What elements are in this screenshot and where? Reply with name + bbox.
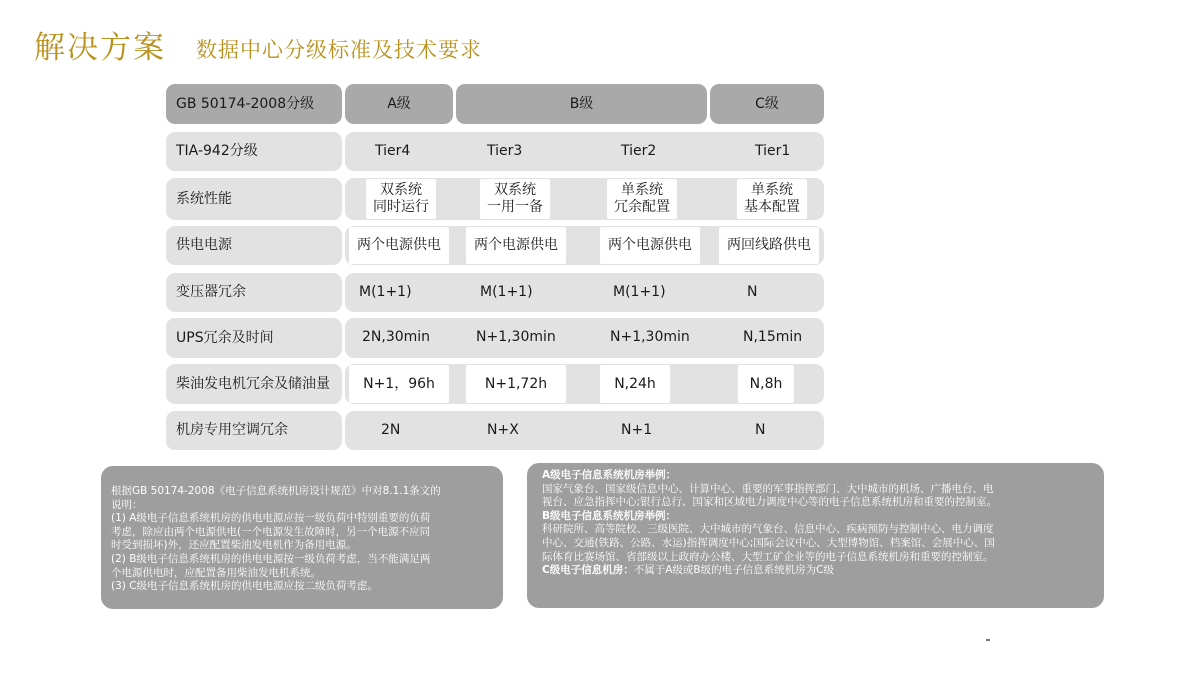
table-cell: N+1 — [621, 422, 653, 438]
note-heading: C级电子信息机房： — [542, 564, 634, 577]
table-cell: N — [747, 284, 758, 300]
table-cell: Tier1 — [755, 143, 791, 159]
note-line: 时受到损坏)外，还应配置柴油发电机作为备用电源。 — [111, 539, 357, 552]
note-line: 视台、应急指挥中心;银行总行、国家和区域电力调度中心等的电子信息系统机房和重要的控制室。 — [542, 496, 998, 509]
table-cell-box — [349, 227, 449, 264]
page-title: 解决方案 — [34, 30, 166, 66]
table-cell-line: 冗余配置 — [614, 199, 670, 215]
table-cell: N+1，96h — [363, 375, 435, 392]
table-cell: 2N,30min — [362, 329, 431, 345]
table-cell-line: 同时运行 — [373, 199, 429, 215]
table-cell: N+1,72h — [484, 375, 548, 392]
table-cell-line: 双系统 — [380, 182, 422, 198]
row-label: 变压器冗余 — [176, 284, 246, 300]
table-cell-box — [738, 365, 794, 403]
table-cell-box — [366, 179, 436, 219]
row-label-cell — [166, 411, 342, 450]
header-c-label: C级 — [755, 95, 779, 112]
header-standard-cell — [166, 84, 342, 124]
note-line: 国家气象台、国家级信息中心、计算中心、重要的军事指挥部门、大中城市的机场、广播电台、电 — [542, 482, 994, 495]
table-cell: N — [755, 422, 766, 438]
table-cell: Tier3 — [487, 143, 523, 159]
table-cell-box — [349, 365, 449, 403]
table-cell-box — [466, 227, 566, 264]
table-cell: M(1+1) — [359, 284, 412, 300]
table-cell: 两个电源供电 — [357, 237, 441, 253]
table-cell-box — [480, 179, 550, 219]
table-cell: N,8h — [749, 375, 783, 392]
table-cell: N+1,30min — [610, 329, 690, 345]
left-note-box — [101, 466, 503, 609]
table-cell-line: 基本配置 — [744, 199, 800, 215]
note-line: (1) A级电子信息系统机房的供电电源应按一级负荷中特别重要的负荷 — [111, 512, 431, 525]
header-c-cell — [710, 84, 824, 124]
note-line: (2) B级电子信息系统机房的供电电源按一级负荷考虑，当不能满足两 — [111, 552, 431, 565]
note-line: 说明： — [111, 498, 143, 511]
table-cell-box — [719, 227, 819, 264]
table-cell-line: 一用一备 — [487, 199, 543, 215]
note-line: 个电源供电时，应配置备用柴油发电机系统。 — [111, 566, 321, 579]
table-cell: M(1+1) — [613, 284, 666, 300]
row-label-cell — [166, 318, 342, 358]
row-label-cell — [166, 178, 342, 220]
row-label: UPS冗余及时间 — [176, 329, 274, 346]
table-cell-box — [600, 365, 670, 403]
row-label: 供电电源 — [176, 237, 232, 253]
note-line: (3) C级电子信息系统机房的供电电源应按二级负荷考虑。 — [111, 580, 379, 593]
row-label: 柴油发电机冗余及储油量 — [176, 375, 330, 392]
table-cell-line: 单系统 — [751, 182, 793, 198]
header-b-cell — [456, 84, 707, 124]
table-cell-line: 单系统 — [621, 182, 663, 198]
note-line: 中心、交通(铁路、公路、水运)指挥调度中心;国际会议中心、大型博物馆、档案馆、会展中心、国 — [542, 536, 995, 549]
header-b-label: B级 — [569, 95, 594, 112]
note-line: 根据GB 50174-2008《电子信息系统机房设计规范》中对8.1.1条文的 — [111, 485, 441, 497]
row-values — [345, 132, 824, 171]
header-a-cell — [345, 84, 453, 124]
note-line: 科研院所、高等院校、三级医院、大中城市的气象台、信息中心、疾病预防与控制中心、电力调度 — [542, 523, 994, 536]
table-cell: 两回线路供电 — [727, 237, 811, 253]
table-cell: Tier2 — [621, 143, 657, 159]
note-line: 际体育比赛场馆、省部级以上政府办公楼、大型工矿企业等的电子信息系统机房和重要的控制室。 — [542, 550, 994, 563]
page-subtitle: 数据中心分级标准及技术要求 — [196, 38, 482, 62]
note-text: 不属于A级或B级的电子信息系统机房为C级 — [633, 564, 834, 577]
table-cell-line: 双系统 — [494, 182, 536, 198]
table-cell: Tier4 — [375, 143, 411, 159]
row-label-cell — [166, 226, 342, 265]
table-cell: N+1,30min — [476, 329, 556, 345]
table-cell: 两个电源供电 — [608, 237, 692, 253]
table-cell-box — [607, 179, 677, 219]
note-line: 考虑，除应由两个电源供电(一个电源发生故障时，另一个电源不应同 — [111, 525, 431, 538]
row-values — [345, 411, 824, 450]
row-label-cell — [166, 273, 342, 312]
row-label: TIA-942分级 — [176, 143, 258, 159]
table-cell: N+X — [487, 422, 519, 438]
decorative-dot — [986, 639, 990, 641]
header-a-label: A级 — [387, 95, 411, 112]
table-cell-box — [600, 227, 700, 264]
table-cell-box — [737, 179, 807, 219]
table-cell-box — [466, 365, 566, 403]
right-note-box — [527, 463, 1104, 608]
note-heading: B级电子信息系统机房举例： — [542, 509, 677, 522]
header-standard-label: GB 50174-2008分级 — [176, 95, 315, 112]
table-cell: M(1+1) — [480, 284, 533, 300]
row-label-cell — [166, 132, 342, 171]
note-heading: A级电子信息系统机房举例： — [542, 469, 677, 481]
row-label: 机房专用空调冗余 — [176, 422, 288, 438]
row-label: 系统性能 — [176, 190, 232, 207]
table-cell: N,24h — [614, 375, 656, 392]
table-cell: 两个电源供电 — [474, 237, 558, 253]
table-cell: 2N — [381, 422, 401, 438]
table-cell: N,15min — [743, 329, 803, 345]
row-label-cell — [166, 364, 342, 404]
